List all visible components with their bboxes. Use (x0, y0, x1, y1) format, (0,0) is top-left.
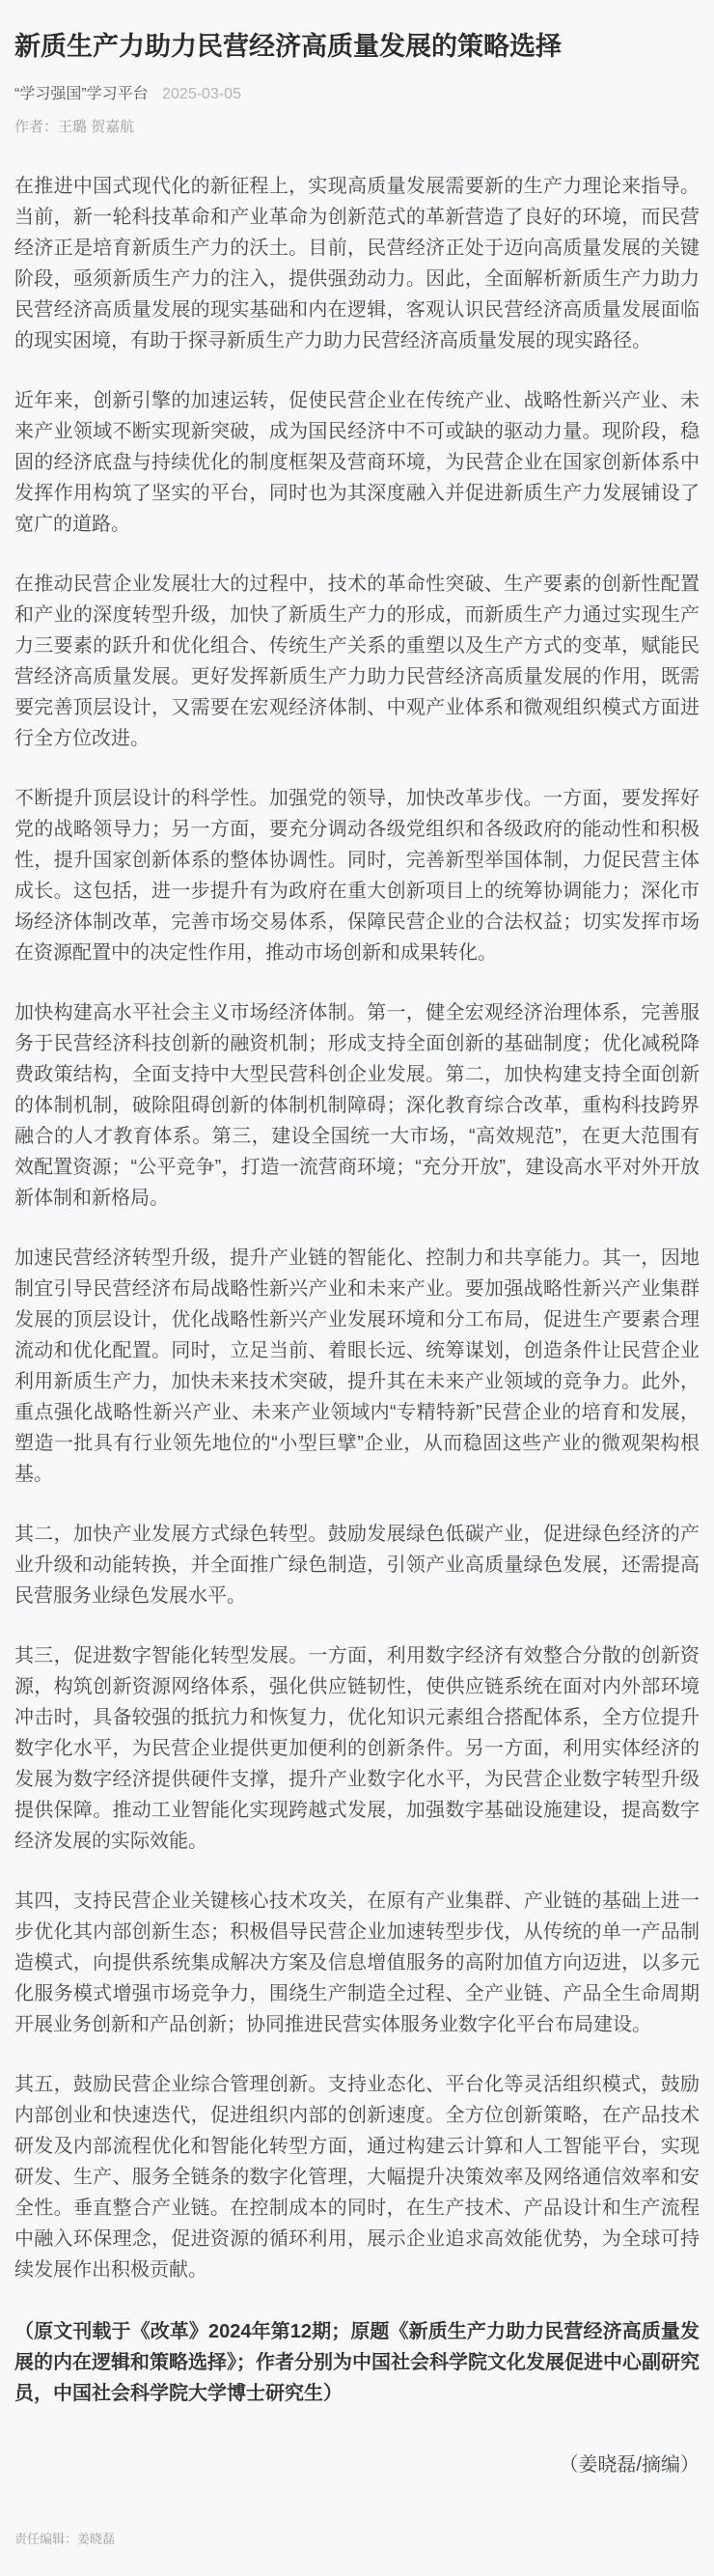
author-line: 作者：王璐 贺嘉航 (14, 119, 135, 136)
article-paragraph: 其五，鼓励民营企业综合管理创新。支持业态化、平台化等灵活组织模式，鼓励内部创业和快速迭代，促进组织内部的创新速度。全方位创新策略，在产品技术研发及内部流程优化和智能化转型方面，通过构建云计算和人工智能平台，实现研发、生产、服务全链条的数字化管理，大幅提升决策效率及网络通信效率和安全性。垂直整合产业链。在控制成本的同时，在生产技术、产品设计和生产流程中融入环保理念，促进资源的循环利用，展示企业追求高效能优势，为全球可持续发展作出积极贡献。 (14, 2074, 700, 2282)
article-paragraph: 不断提升顶层设计的科学性。加强党的领导，加快改革步伐。一方面，要发挥好党的战略领导力；另一方面，要充分调动各级党组织和各级政府的能动性和积极性，提升国家创新体系的整体协调性。同时，完善新型举国体制，力促民营主体成长。这包括，进一步提升有为政府在重大创新项目上的统筹协调能力；深化市场经济体制改革，完善市场交易体系，保障民营企业的合法权益；切实发挥市场在资源配置中的决定性作用，推动市场创新和成果转化。 (14, 788, 700, 965)
article-paragraph: 近年来，创新引擎的加速运转，促使民营企业在传统产业、战略性新兴产业、未来产业领域不断实现新突破，成为国民经济中不可或缺的驱动力量。现阶段，稳固的经济底盘与持续优化的制度框架及营商环境，为民营企业在国家创新体系中发挥作用构筑了坚实的平台，同时也为其深度融入并促进新质生产力发展铺设了宽广的道路。 (14, 390, 700, 536)
source-name[interactable]: “学习强国”学习平台 (14, 86, 149, 103)
article-paragraph: 加快构建高水平社会主义市场经济体制。第一，健全宏观经济治理体系，完善服务于民营经济科技创新的融资机制；形成支持全面创新的基础制度；优化减税降费政策结构，全面支持中大型民营科创企业发展。第二，加快构建支持全面创新的体制机制，破除阻碍创新的体制机制障碍；深化教育综合改革，重构科技跨界融合的人才教育体系。第三，建设全国统一大市场，“高效规范”，在更大范围有效配置资源；“公平竞争”，打造一流营商环境；“充分开放”，建设高水平对外开放新体制和新格局。 (14, 1002, 700, 1210)
excerpt-credit: （姜晓磊/摘编） (559, 2454, 700, 2477)
source-note: （原文刊载于《改革》2024年第12期；原题《新质生产力助力民营经济高质量发展的内在逻辑和策略选择》；作者分别为中国社会科学院文化发展促进中心副研究员，中国社会科学院大学博士研究生） (14, 2321, 700, 2405)
article-meta (14, 81, 700, 103)
article-paragraph: 在推动民营企业发展壮大的过程中，技术的革命性突破、生产要素的创新性配置和产业的深度转型升级，加快了新质生产力的形成，而新质生产力通过实现生产力三要素的跃升和优化组合、传统生产关系的重塑以及生产方式的变革，赋能民营经济高质量发展。更好发挥新质生产力助力民营经济高质量发展的作用，既需要完善顶层设计，又需要在宏观经济体制、中观产业体系和微观组织模式方面进行全方位改进。 (14, 574, 700, 750)
article-body (14, 171, 700, 2409)
article-paragraph: 加速民营经济转型升级，提升产业链的智能化、控制力和共享能力。其一，因地制宜引导民营经济布局战略性新兴产业和未来产业。要加强战略性新兴产业集群发展的顶层设计，优化战略性新兴产业发展环境和分工布局，促进生产要素合理流动和优化配置。同时，立足当前、着眼长远、统筹谋划，创造条件让民营企业利用新质生产力，加快未来技术突破，提升其在未来产业领域的竞争力。此外，重点强化战略性新兴产业、未来产业领域内“专精特新”民营企业的培育和发展，塑造一批具有行业领先地位的“小型巨擘”企业，从而稳固这些产业的微观架构根基。 (14, 1247, 700, 1486)
article-paragraph: 其二，加快产业发展方式绿色转型。鼓励发展绿色低碳产业，促进绿色经济的产业升级和动能转换，并全面推广绿色制造，引领产业高质量绿色发展，还需提高民营服务业绿色发展水平。 (14, 1524, 700, 1608)
article-paragraph: 其三，促进数字智能化转型发展。一方面，利用数字经济有效整合分散的创新资源，构筑创新资源网络体系，强化供应链韧性，使供应链系统在面对内外部环境冲击时，具备较强的抵抗力和恢复力，优化知识元素组合搭配体系，全方位提升数字化水平，为民营企业提供更加便利的创新条件。另一方面，利用实体经济的发展为数字经济提供硬件支撑，提升产业数字化水平，为民营企业数字转型升级提供保障。推动工业智能化实现跨越式发展，加强数字基础设施建设，提高数字经济发展的实际效能。 (14, 1645, 700, 1853)
article-paragraph: 在推进中国式现代化的新征程上，实现高质量发展需要新的生产力理论来指导。当前，新一轮科技革命和产业革命为创新范式的革新营造了良好的环境，而民营经济正是培育新质生产力的沃土。目前，民营经济正处于迈向高质量发展的关键阶段，亟须新质生产力的注入，提供强劲动力。因此，全面解析新质生产力助力民营经济高质量发展的现实基础和内在逻辑，客观认识民营经济高质量发展面临的现实困境，有助于探寻新质生产力助力民营经济高质量发展的现实路径。 (14, 176, 700, 352)
responsible-editor: 责任编辑：姜晓磊 (14, 2532, 116, 2547)
publish-date: 2025-03-05 (162, 86, 241, 103)
article-title: 新质生产力助力民营经济高质量发展的策略选择 (14, 32, 562, 61)
article-paragraph: 其四，支持民营企业关键核心技术攻关，在原有产业集群、产业链的基础上进一步优化其内部创新生态；积极倡导民营企业加速转型步伐，从传统的单一产品制造模式，向提供系统集成解决方案及信息增值服务的高附加值方向迈进，以多元化服务模式增强市场竞争力，围绕生产制造全过程、全产业链、产品全生命周期开展业务创新和产品创新；协同推进民营实体服务业数字化平台布局建设。 (14, 1890, 700, 2036)
